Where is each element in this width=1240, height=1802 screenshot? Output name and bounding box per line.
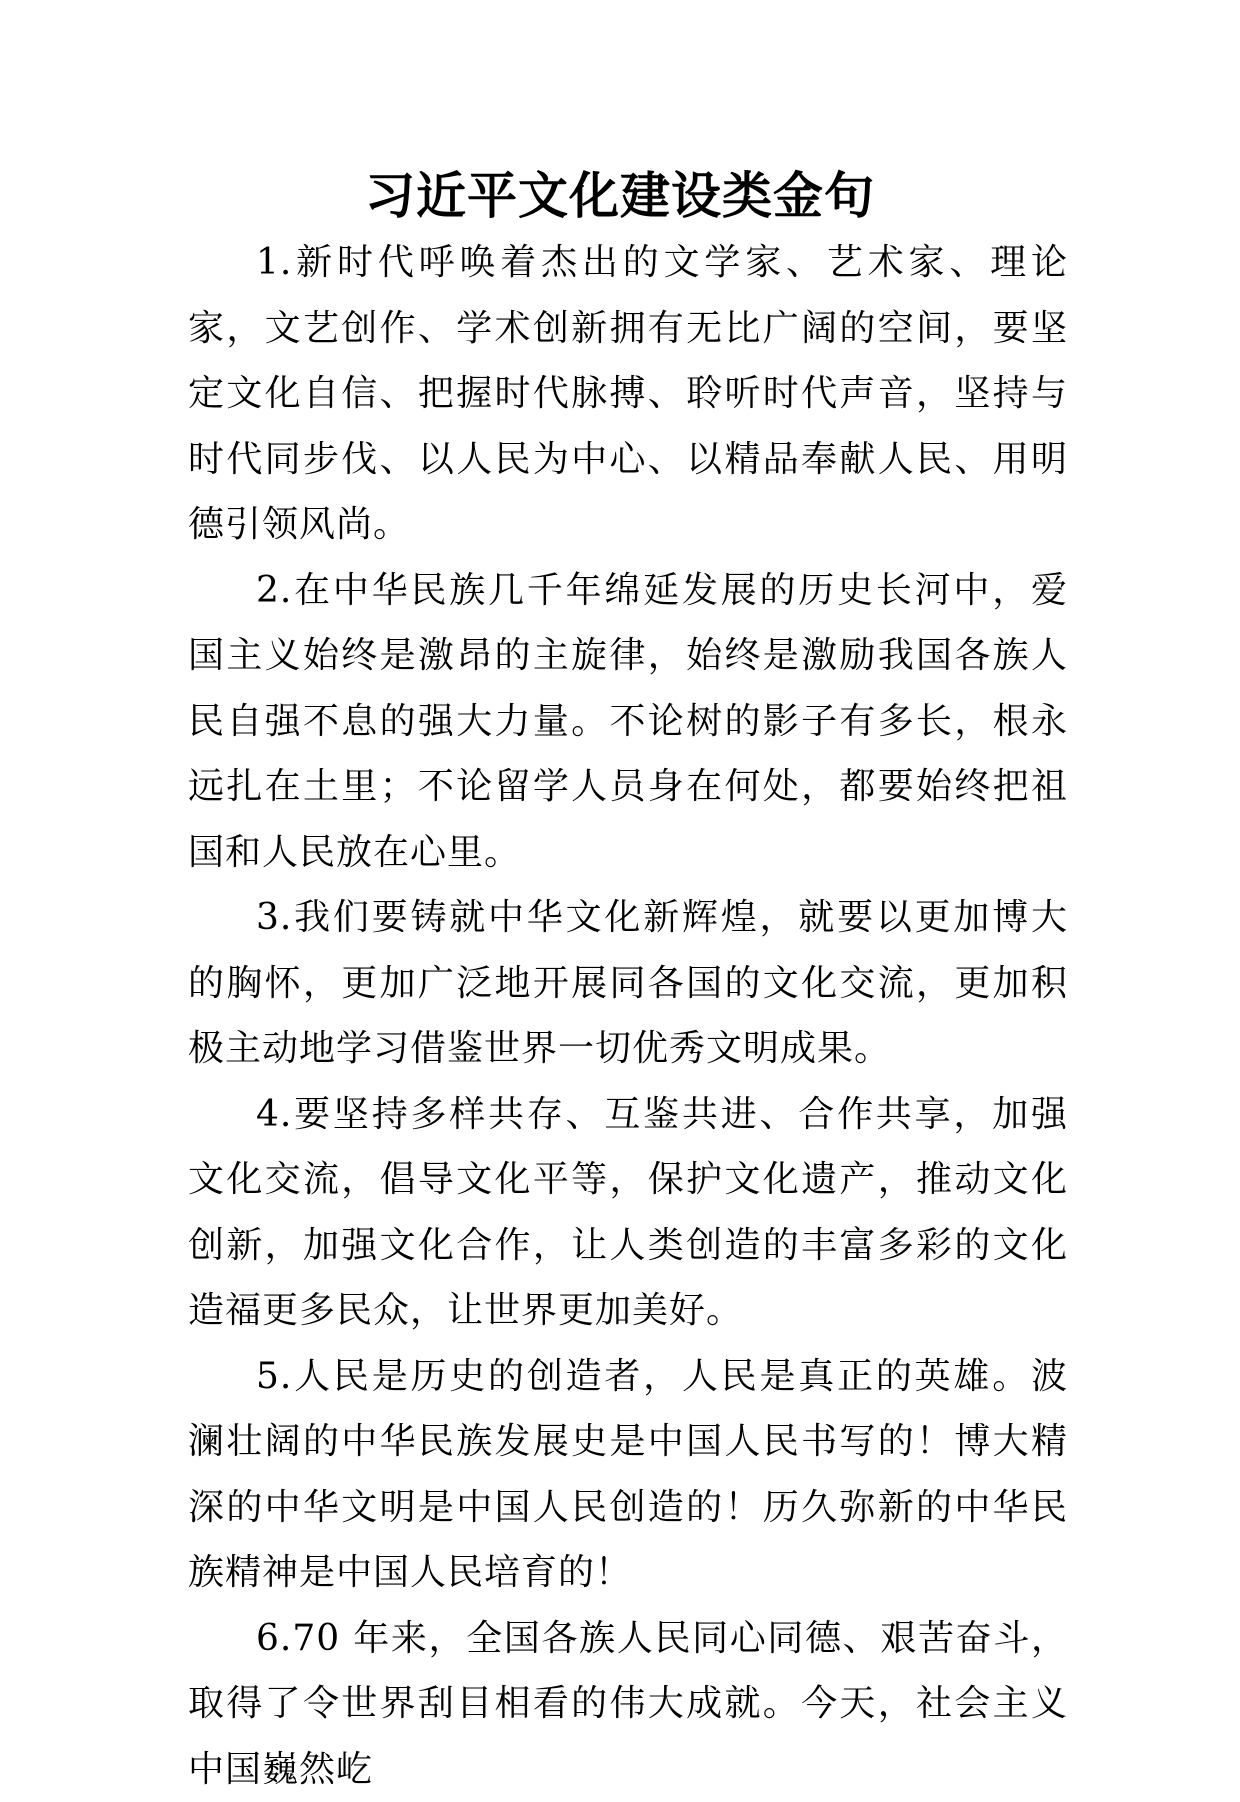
paragraph-6: 6.70 年来，全国各族人民同心同德、艰苦奋斗，取得了令世界刮目相看的伟大成就。今天，社会主义中国巍然屹: [188, 1606, 1068, 1802]
paragraph-5: 5.人民是历史的创造者，人民是真正的英雄。波澜壮阔的中华民族发展史是中国人民书写的！博大精深的中华文明是中国人民创造的！历久弥新的中华民族精神是中国人民培育的！: [188, 1344, 1068, 1606]
document-body: [188, 230, 1068, 1802]
document-title: 习近平文化建设类金句: [0, 160, 1240, 232]
paragraph-2: 2.在中华民族几千年绵延发展的历史长河中，爱国主义始终是激昂的主旋律，始终是激励我国各族人民自强不息的强大力量。不论树的影子有多长，根永远扎在土里；不论留学人员身在何处，都要始终把祖国和人民放在心里。: [188, 558, 1068, 886]
paragraph-3: 3.我们要铸就中华文化新辉煌，就要以更加博大的胸怀，更加广泛地开展同各国的文化交流，更加积极主动地学习借鉴世界一切优秀文明成果。: [188, 885, 1068, 1082]
paragraph-4: 4.要坚持多样共存、互鉴共进、合作共享，加强文化交流，倡导文化平等，保护文化遗产，推动文化创新，加强文化合作，让人类创造的丰富多彩的文化造福更多民众，让世界更加美好。: [188, 1082, 1068, 1344]
paragraph-1: 1.新时代呼唤着杰出的文学家、艺术家、理论家，文艺创作、学术创新拥有无比广阔的空间，要坚定文化自信、把握时代脉搏、聆听时代声音，坚持与时代同步伐、以人民为中心、以精品奉献人民、用明德引领风尚。: [188, 230, 1068, 558]
